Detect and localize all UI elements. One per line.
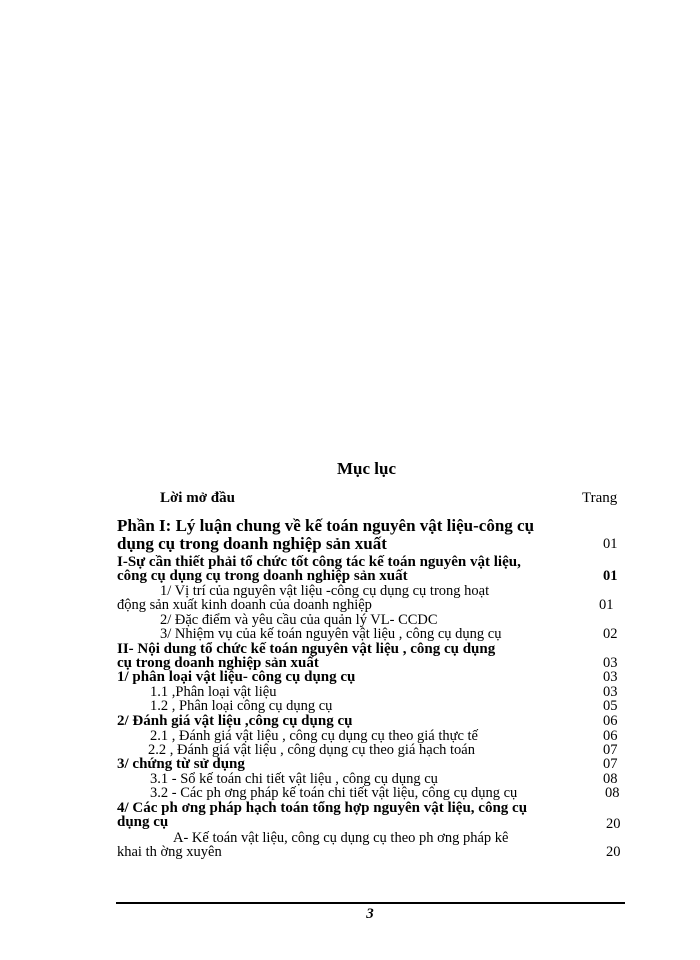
toc-entry-a-line2: khai th ờng xuyên (117, 844, 222, 860)
toc-page-number: 05 (603, 698, 618, 714)
toc-page-number: 06 (603, 713, 618, 729)
toc-entry-ii-1: 1/ phân loại vật liệu- công cụ dụng cụ (117, 669, 356, 685)
toc-entry-part1-line2: dụng cụ trong doanh nghiệp sản xuất (117, 534, 387, 553)
toc-page-number: 03 (603, 655, 618, 671)
toc-page-number: 01 (603, 568, 618, 584)
toc-entry-2-2: 2.2 , Đánh giá vật liệu , công dụng cụ theo giá hạch toán (148, 742, 475, 758)
toc-entry-1-2: 1.2 , Phân loại công cụ dụng cụ (150, 698, 333, 714)
toc-page-number: 20 (606, 816, 621, 832)
toc-entry-ii-4-line1: 4/ Các ph ơng pháp hạch toán tổng hợp nguyên vật liệu, công cụ (117, 800, 528, 816)
toc-page-number: 03 (603, 669, 618, 685)
toc-page-number: 06 (603, 728, 618, 744)
toc-entry-ii-4-line2: dụng cụ (117, 814, 169, 830)
toc-title: Mục lục (337, 459, 397, 478)
toc-page-number: 07 (603, 756, 618, 772)
toc-entry-section2-line1: II- Nội dung tổ chức kế toán nguyên vật liệu , công cụ dụng (117, 641, 496, 657)
toc-entry-1-line1: 1/ Vị trí của nguyên vật liệu -công cụ dụng cụ trong hoạt (160, 583, 490, 599)
toc-entry-a-line1: A- Kế toán vật liệu, công cụ dụng cụ theo ph ơng pháp kê (173, 830, 509, 846)
toc-entry-section1-line1: I-Sự cần thiết phải tổ chức tốt công tác kế toán nguyên vật liệu, (117, 554, 521, 570)
toc-page-number: 08 (603, 771, 618, 787)
toc-page-number: 02 (603, 626, 618, 642)
toc-entry-part1-line1: Phần I: Lý luận chung về kế toán nguyên vật liệu-công cụ (117, 516, 535, 535)
toc-entry-section1-line2: công cụ dụng cụ trong doanh nghiệp sản xuất (117, 568, 408, 584)
page-column-header: Trang (582, 490, 618, 506)
toc-entry-1-1: 1.1 ,Phân loại vật liệu (150, 684, 277, 700)
toc-page-number: 03 (603, 684, 618, 700)
toc-page-number: 07 (603, 742, 618, 758)
toc-entry-ii-2: 2/ Đánh giá vật liệu ,công cụ dụng cụ (117, 713, 353, 729)
toc-entry-ii-3: 3/ chứng từ sử dụng (117, 756, 245, 772)
toc-page-number: 08 (605, 785, 620, 801)
toc-page-number: 20 (606, 844, 621, 860)
toc-entry-1-line2: động sản xuất kinh doanh của doanh nghiệp (117, 597, 372, 613)
footer-page-number: 3 (366, 906, 374, 922)
toc-entry-2-1: 2.1 , Đánh giá vật liệu , công cụ dụng cụ theo giá thực tế (150, 728, 478, 744)
footer-rule (116, 902, 625, 904)
intro-label: Lời mở đầu (160, 490, 235, 506)
toc-entry-3: 3/ Nhiệm vụ của kế toán nguyên vật liệu , công cụ dụng cụ (160, 626, 502, 642)
toc-page-number: 01 (603, 536, 618, 552)
toc-entry-3-1: 3.1 - Sổ kế toán chi tiết vật liệu , công cụ dụng cụ (150, 771, 438, 787)
toc-entry-2: 2/ Đặc điểm và yêu cầu của quản lý VL- CCDC (160, 612, 438, 628)
toc-page-number: 01 (599, 597, 614, 613)
toc-entry-section2-line2: cụ trong doanh nghiệp sản xuất (117, 655, 319, 671)
toc-entry-3-2: 3.2 - Các ph ơng pháp kế toán chi tiết vật liệu, công cụ dụng cụ (150, 785, 518, 801)
